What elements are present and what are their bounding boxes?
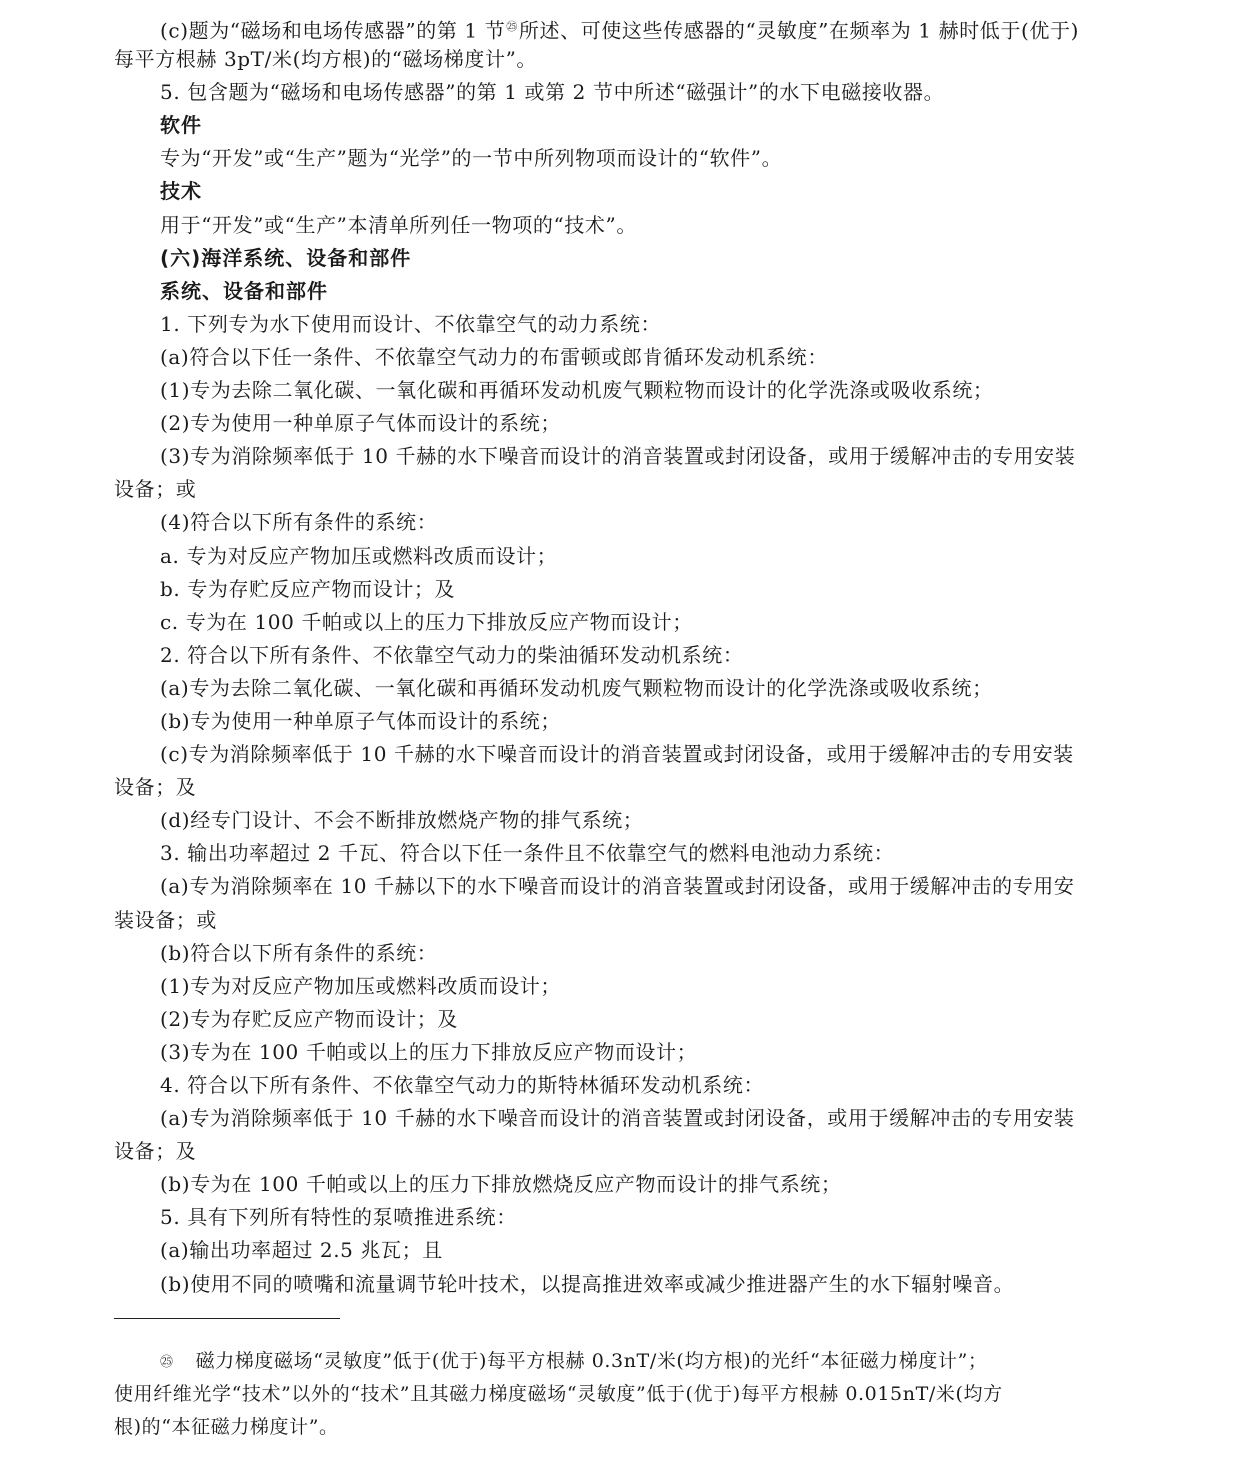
text-line: (1)专为对反应产物加压或燃料改质而设计； [160,973,561,998]
footnote-text: 磁力梯度磁场“灵敏度”低于(优于)每平方根赫 0.3nT/米(均方根)的光纤“本征磁力梯度计”； [195,1350,988,1372]
chapter-heading: (六)海洋系统、设备和部件 [160,245,412,270]
text-line: 1. 下列专为水下使用而设计、不依靠空气的动力系统： [160,311,662,336]
section-heading-technology: 技术 [160,179,202,204]
text-line: (c)专为消除频率低于 10 千赫的水下噪音而设计的消音装置或封闭设备，或用于缓解冲击的专用安装 [160,742,1074,767]
text-line: (b)使用不同的喷嘴和流量调节轮叶技术，以提高推进效率或减少推进器产生的水下辐射噪音。 [160,1271,1015,1296]
text-line: (a)输出功率超过 2.5 兆瓦；且 [160,1238,443,1263]
footnote-line: 使用纤维光学“技术”以外的“技术”且其磁力梯度磁场“灵敏度”低于(优于)每平方根赫 0.015nT/米(均方 [114,1383,1003,1405]
text-line: 设备；或 [114,477,197,502]
text-segment: (c)题为“磁场和电场传感器”的第 1 节 [160,18,506,43]
text-line: (3)专为在 100 千帕或以上的压力下排放反应产物而设计； [160,1039,698,1064]
text-line: (a)符合以下任一条件、不依靠空气动力的布雷顿或郎肯循环发动机系统： [160,344,828,369]
footnote-line [114,1345,1132,1378]
text-line: (1)专为去除二氧化碳、一氧化碳和再循环发动机废气颗粒物而设计的化学洗涤或吸收系统； [160,378,994,403]
text-line: 专为“开发”或“生产”题为“光学”的一节中所列物项而设计的“软件”。 [160,146,783,171]
text-line: (b)专为使用一种单原子气体而设计的系统； [160,708,562,733]
text-line: c. 专为在 100 千帕或以上的压力下排放反应产物而设计； [160,609,693,634]
text-line: (2)专为使用一种单原子气体而设计的系统； [160,411,561,436]
section-heading-software: 软件 [160,113,202,138]
text-line: 每平方根赫 3pT/米(均方根)的“磁场梯度计”。 [114,47,538,72]
text-line: 设备；及 [114,1139,197,1164]
text-line: 5. 具有下列所有特性的泵喷推进系统： [160,1205,517,1230]
text-line: 4. 符合以下所有条件、不依靠空气动力的斯特林循环发动机系统： [160,1073,765,1097]
text-line: (d)经专门设计、不会不断排放燃烧产物的排气系统； [160,808,644,833]
text-line: 装设备；或 [114,907,217,932]
text-line: (a)专为去除二氧化碳、一氧化碳和再循环发动机废气颗粒物而设计的化学洗涤或吸收系统； [160,675,993,700]
text-segment: 所述、可使这些传感器的“灵敏度”在频率为 1 赫时低于(优于) [518,18,1079,43]
text-line: a. 专为对反应产物加压或燃料改质而设计； [160,543,558,568]
text-line: 3. 输出功率超过 2 千瓦、符合以下任一条件且不依靠空气的燃料电池动力系统： [160,841,895,866]
text-line: (b)符合以下所有条件的系统： [160,940,438,965]
text-line: 设备；及 [114,775,197,800]
document-body [114,10,1132,1301]
text-line: 5. 包含题为“磁场和电场传感器”的第 1 或第 2 节中所述“磁强计”的水下电磁接收器。 [160,80,945,105]
footnote-divider [114,1318,340,1319]
footnote-line: 根)的“本征磁力梯度计”。 [114,1416,339,1438]
text-line: (3)专为消除频率低于 10 千赫的水下噪音而设计的消音装置或封闭设备，或用于缓解冲击的专用安装 [160,444,1076,469]
text-line: 2. 符合以下所有条件、不依靠空气动力的柴油循环发动机系统： [160,642,744,667]
text-line: b. 专为存贮反应产物而设计；及 [160,576,456,601]
text-line: (b)专为在 100 千帕或以上的压力下排放燃烧反应产物而设计的排气系统； [160,1172,842,1197]
footnote-reference[interactable]: ㉕ [506,20,518,33]
text-line: (a)专为消除频率低于 10 千赫的水下噪音而设计的消音装置或封闭设备，或用于缓解冲击的专用安装 [160,1106,1075,1131]
text-line: (a)专为消除频率在 10 千赫以下的水下噪音而设计的消音装置或封闭设备，或用于缓解冲击的专用安 [160,874,1075,899]
footnote-marker: ㉕ [160,1355,174,1370]
text-line: (2)专为存贮反应产物而设计；及 [160,1006,458,1031]
text-line [114,10,1132,43]
section-heading-systems: 系统、设备和部件 [160,278,328,303]
text-line: 用于“开发”或“生产”本清单所列任一物项的“技术”。 [160,212,637,237]
footnote [114,1345,1132,1444]
text-line: (4)符合以下所有条件的系统： [160,510,438,535]
